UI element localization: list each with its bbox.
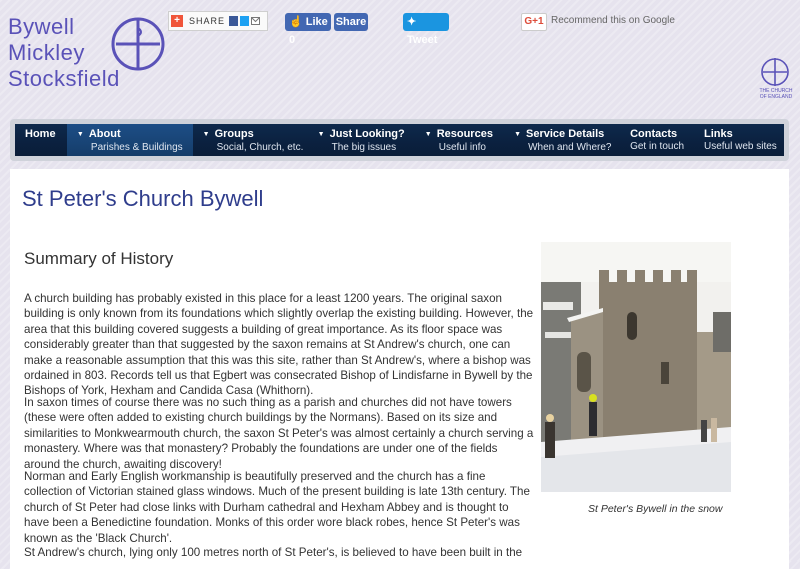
photo-caption: St Peter's Bywell in the snow bbox=[588, 503, 723, 515]
nav-item-sublabel: When and Where? bbox=[528, 142, 612, 153]
facebook-like-label: Like 0 bbox=[289, 16, 328, 46]
nav-item-label: Groups bbox=[214, 128, 254, 140]
main-navigation bbox=[10, 119, 789, 161]
facebook-icon bbox=[229, 16, 238, 26]
tweet-button[interactable] bbox=[403, 13, 449, 46]
church-of-england-text: THE CHURCH OF ENGLAND bbox=[759, 88, 793, 100]
page-title: St Peter's Church Bywell bbox=[22, 186, 264, 211]
nav-item-about[interactable] bbox=[67, 124, 193, 156]
section-title: Summary of History bbox=[24, 249, 174, 268]
nav-item-label: Contacts bbox=[630, 128, 678, 140]
site-logo[interactable] bbox=[8, 14, 158, 104]
dropdown-caret-icon: ▼ bbox=[76, 131, 84, 138]
history-paragraph: In saxon times of course there was no such thing as a parish and churches did not have towers (these were often added to existing church buildings by the Normans). Based on its size and similarities to Monkwearmouth church, the saxon St Peter's was almost certainly a church serving a monastery. Where was that monastery? Probably the foundations are under one of the fields around the church, awaiting discovery! bbox=[24, 396, 534, 471]
nav-item-just-looking[interactable] bbox=[308, 124, 415, 156]
dropdown-caret-icon: ▼ bbox=[424, 131, 432, 138]
nav-item-links[interactable] bbox=[694, 124, 784, 156]
nav-item-resources[interactable] bbox=[415, 124, 504, 156]
share-plus-icon: + bbox=[171, 15, 183, 27]
nav-item-sublabel: The big issues bbox=[331, 142, 397, 153]
facebook-like-button[interactable] bbox=[285, 13, 331, 46]
share-label: SHARE bbox=[189, 16, 226, 26]
google-recommend-text: Recommend this on Google bbox=[551, 15, 675, 26]
dropdown-caret-icon: ▼ bbox=[514, 131, 522, 138]
addthis-share-button[interactable] bbox=[168, 11, 268, 31]
nav-item-contacts[interactable] bbox=[620, 124, 694, 156]
history-paragraph: Norman and Early English workmanship is beautifully preserved and the church has a fine collection of Victorian stained glass windows. Much of the present building is late 13th century. The church of St Peter had close links with Durham cathedral and Hexham Abbey and is thought to have been a Benedictine foundation. Monks of this order wore black robes, hence St Peter's was known as the 'Black Church'. bbox=[24, 470, 530, 545]
site-name-line-2: Mickley bbox=[8, 40, 85, 65]
email-icon bbox=[251, 16, 260, 26]
nav-item-label: Resources bbox=[436, 128, 493, 140]
site-name-line-1: Bywell bbox=[8, 14, 75, 39]
nav-item-service-details[interactable] bbox=[504, 124, 620, 156]
dropdown-caret-icon: ▼ bbox=[202, 131, 210, 138]
nav-item-home[interactable] bbox=[15, 124, 67, 156]
nav-item-label: Just Looking? bbox=[329, 128, 405, 140]
main-content bbox=[10, 169, 789, 569]
nav-item-label: Links bbox=[704, 128, 733, 140]
tweet-label: Tweet bbox=[407, 34, 438, 46]
dropdown-caret-icon: ▼ bbox=[317, 131, 325, 138]
nav-item-sublabel: Social, Church, etc. bbox=[216, 142, 304, 153]
twitter-icon bbox=[240, 16, 249, 26]
church-photo[interactable] bbox=[541, 242, 731, 492]
nav-item-sublabel: Useful info bbox=[438, 142, 486, 153]
facebook-share-button[interactable]: Share bbox=[334, 13, 368, 31]
twitter-bird-icon: ✦ bbox=[407, 16, 417, 28]
nav-item-sublabel: Get in touch bbox=[630, 141, 684, 152]
cross-logo-icon bbox=[108, 14, 168, 74]
history-paragraph: A church building has probably existed in this place for a least 1200 years. The original saxon building is only known from its foundations which slightly overlap the existing building. However, the area that this building covered suggests a building of great importance. As its floor space was considerably greater than that suggested by the saxon remains at St Andrew's church, one can make a reasonable assumption that this was this site, rather than St Andrew's, where a bishop was ordained in 803. Records tell us that Egbert was consecrated Bishop of Lindisfarne in Bywell by the Bishops of York, Hexham and Candida Casa (Whithorn). bbox=[24, 292, 534, 398]
site-name-line-3: Stocksfield bbox=[8, 66, 120, 91]
nav-item-groups[interactable] bbox=[193, 124, 308, 156]
google-plus-one-button[interactable]: G+1 bbox=[521, 13, 547, 31]
thumbs-up-icon: ☝ bbox=[289, 16, 303, 28]
nav-item-label: Service Details bbox=[526, 128, 605, 140]
nav-item-label: About bbox=[88, 128, 121, 140]
nav-item-sublabel: Parishes & Buildings bbox=[90, 142, 183, 153]
nav-bar bbox=[15, 124, 784, 156]
nav-item-sublabel: Useful web sites bbox=[704, 141, 777, 152]
site-name bbox=[8, 14, 120, 92]
nav-item-label: Home bbox=[25, 128, 56, 140]
history-paragraph: St Andrew's church, lying only 100 metres north of St Peter's, is believed to have been built in the bbox=[24, 546, 523, 559]
